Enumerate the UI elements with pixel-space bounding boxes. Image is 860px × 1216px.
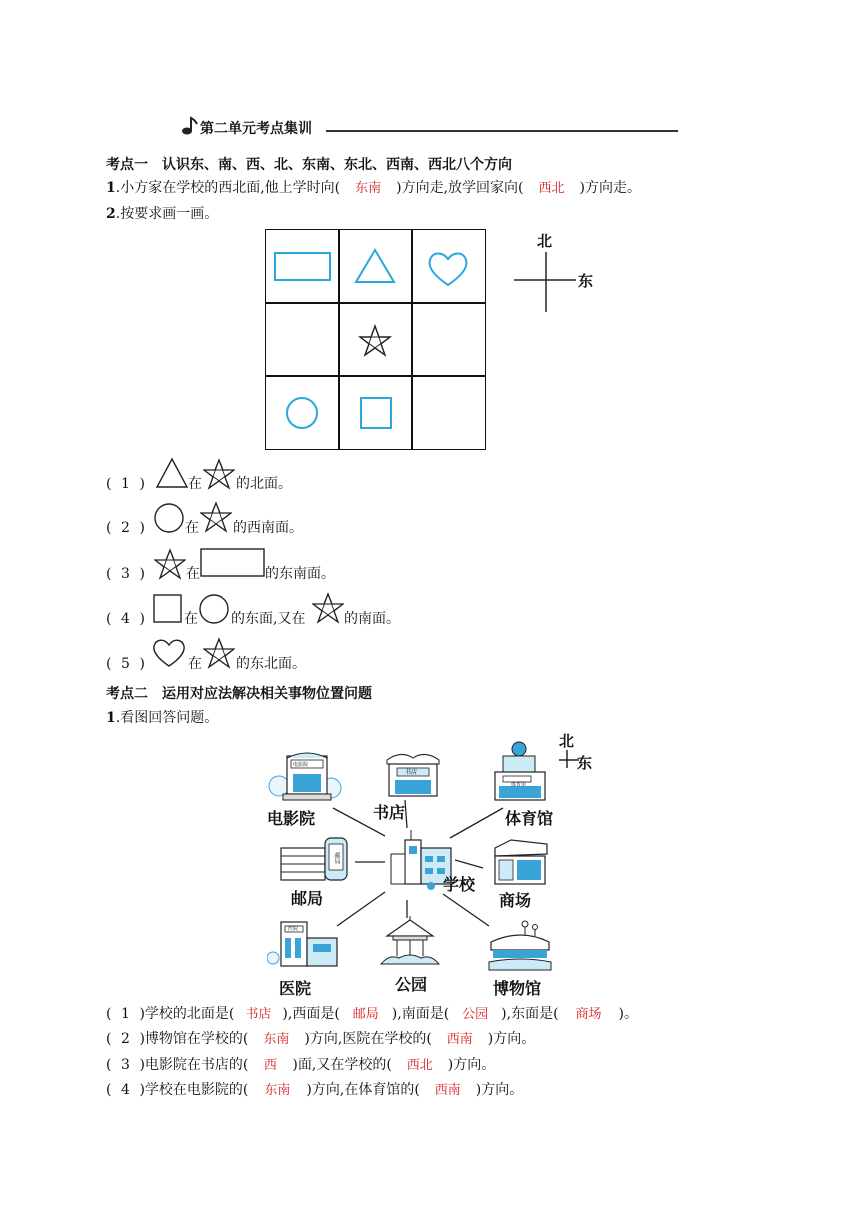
question-text: ),东面是( xyxy=(501,1006,559,1022)
compass-east-label: 东 xyxy=(578,272,594,290)
question-text: )电影院在书店的( xyxy=(139,1057,249,1073)
answer-1: 东南 xyxy=(264,1083,291,1098)
answer-row: ( 4 )学校在电影院的( 东南 )方向,在体育馆的( 西南 )方向。 xyxy=(106,1080,523,1101)
question-1-2 xyxy=(106,204,218,224)
grid-cell xyxy=(265,229,340,304)
item-number: 2 xyxy=(121,1031,130,1047)
item-number: 3 xyxy=(121,1057,130,1073)
grid-cell xyxy=(338,229,413,304)
place-mall-label: 商场 xyxy=(499,891,532,910)
grid-cell xyxy=(411,229,486,304)
item-number: 2 xyxy=(121,520,130,536)
header xyxy=(180,116,680,138)
post-office-sign: 邮局 xyxy=(333,852,340,864)
question-text: )博物馆在学校的( xyxy=(139,1031,249,1047)
triangle-shape-icon xyxy=(339,230,412,303)
grid-cell xyxy=(338,375,413,450)
drawing-item: ( 4 ) xyxy=(106,611,145,627)
section-header-title: 第二单元考点集训 xyxy=(200,121,312,137)
hospital-sign: 医院 xyxy=(288,926,299,932)
question-text: )方向。 xyxy=(487,1031,536,1047)
item-text: 的东北面。 xyxy=(236,656,306,672)
answer-east: 商场 xyxy=(575,1007,602,1022)
star-outline-icon xyxy=(203,637,235,669)
answer-row: ( 2 )博物馆在学校的( 东南 )方向,医院在学校的( 西南 )方向。 xyxy=(106,1029,535,1050)
question-text: .按要求画一画。 xyxy=(115,206,219,222)
item-text: 的南面。 xyxy=(344,611,400,627)
item-text: 在 xyxy=(184,611,198,627)
question-number: 1 xyxy=(106,710,116,726)
answer-2: 西南 xyxy=(446,1032,473,1047)
circle-outline-icon xyxy=(198,593,230,625)
item-number: 1 xyxy=(121,1006,130,1022)
item-text: 的东面,又在 xyxy=(231,611,306,627)
star-outline-icon xyxy=(200,501,232,533)
question-number: 2 xyxy=(106,206,116,222)
question-text: )方向,在体育馆的( xyxy=(306,1082,420,1098)
star-outline-icon xyxy=(154,548,186,580)
compass-east-label: 东 xyxy=(577,754,593,772)
answer-row: ( 1 )学校的北面是( 书店 ),西面是( 邮局 ),南面是( 公园 ),东面是( 商场 )。 xyxy=(106,1004,638,1025)
heart-shape-icon xyxy=(412,230,485,303)
question-text: )面,又在学校的( xyxy=(292,1057,392,1073)
rectangle-outline-icon xyxy=(200,548,266,578)
compass-rose xyxy=(510,230,600,314)
music-note-icon xyxy=(180,116,200,136)
answer-2: 西北 xyxy=(538,181,565,196)
place-gym-label: 体育馆 xyxy=(505,809,554,828)
question-number: 1 xyxy=(106,180,116,196)
question-text: )方向,医院在学校的( xyxy=(304,1031,432,1047)
question-text: )方向。 xyxy=(475,1082,524,1098)
heart-outline-icon xyxy=(151,636,187,668)
rectangle-shape-icon xyxy=(266,230,339,303)
square-shape-icon xyxy=(339,376,412,449)
place-hospital-label: 医院 xyxy=(279,979,312,998)
section-1-title: 考点一 认识东、南、西、北、东南、东北、西南、西北八个方向 xyxy=(106,157,512,173)
hospital-building-icon xyxy=(267,914,347,970)
place-park-label: 公园 xyxy=(395,975,428,994)
grid-cell xyxy=(265,302,340,377)
item-text: 的北面。 xyxy=(236,476,292,492)
question-2-1 xyxy=(106,708,218,728)
answer-1: 东南 xyxy=(263,1032,290,1047)
compass-north-label: 北 xyxy=(537,232,553,250)
question-text: )学校的北面是( xyxy=(139,1006,235,1022)
question-text: )。 xyxy=(618,1006,638,1022)
triangle-outline-icon xyxy=(155,456,189,490)
place-museum-label: 博物馆 xyxy=(493,979,542,998)
item-text: 在 xyxy=(185,520,199,536)
bookstore-sign: 书店 xyxy=(405,769,418,776)
cinema-sign: 电影院 xyxy=(293,762,309,768)
question-text: )方向走。 xyxy=(579,180,641,196)
grid-cell xyxy=(338,302,413,377)
answer-row: ( 3 )电影院在书店的( 西 )面,又在学校的( 西北 )方向。 xyxy=(106,1055,495,1076)
item-number: 3 xyxy=(121,566,130,582)
question-text: )方向走,放学回家向( xyxy=(396,180,524,196)
section-2-title: 考点二 运用对应法解决相关事物位置问题 xyxy=(106,686,372,702)
question-text: ),西面是( xyxy=(282,1006,340,1022)
item-number: 5 xyxy=(121,656,130,672)
park-pavilion-icon xyxy=(379,914,441,968)
star-outline-icon xyxy=(203,458,235,490)
drawing-item: ( 2 ) xyxy=(106,520,145,536)
answer-2: 西南 xyxy=(434,1083,461,1098)
item-number: 4 xyxy=(121,1082,130,1098)
grid-cell xyxy=(265,375,340,450)
grid-cell xyxy=(411,302,486,377)
item-text: 在 xyxy=(188,656,202,672)
header-rule xyxy=(326,130,678,132)
drawing-item: ( 5 ) xyxy=(106,656,145,672)
drawing-item: ( 1 ) xyxy=(106,476,145,492)
compass-north-label: 北 xyxy=(559,732,575,750)
answer-2: 西北 xyxy=(406,1058,433,1073)
grid-cell xyxy=(411,375,486,450)
place-school-label: 学校 xyxy=(443,875,476,894)
answer-1: 西 xyxy=(263,1058,277,1073)
item-number: 4 xyxy=(121,611,130,627)
item-text: 在 xyxy=(188,476,202,492)
circle-outline-icon xyxy=(153,502,185,534)
item-text: 的东南面。 xyxy=(265,566,335,582)
shape-grid xyxy=(265,229,486,450)
star-shape-icon xyxy=(339,303,412,376)
answer-south: 公园 xyxy=(462,1007,489,1022)
place-post-office-label: 邮局 xyxy=(291,889,324,908)
answer-1: 东南 xyxy=(355,181,382,196)
question-text: .小方家在学校的西北面,他上学时向( xyxy=(115,180,341,196)
square-outline-icon xyxy=(153,594,183,624)
answer-north: 书店 xyxy=(245,1007,272,1022)
gym-building-icon xyxy=(489,740,551,806)
place-cinema-label: 电影院 xyxy=(267,809,316,828)
question-text: )方向。 xyxy=(447,1057,496,1073)
place-bookstore-label: 书店 xyxy=(373,803,406,822)
item-text: 在 xyxy=(186,566,200,582)
question-text: ),南面是( xyxy=(391,1006,450,1022)
drawing-item: ( 3 ) xyxy=(106,566,145,582)
item-number: 1 xyxy=(121,476,130,492)
cinema-building-icon xyxy=(267,746,343,808)
map-illustration xyxy=(255,728,615,1000)
answer-west: 邮局 xyxy=(352,1007,379,1022)
museum-building-icon xyxy=(487,920,553,974)
item-text: 的西南面。 xyxy=(233,520,303,536)
mall-building-icon xyxy=(491,838,549,886)
star-outline-icon xyxy=(312,592,344,624)
circle-shape-icon xyxy=(266,376,339,449)
question-text: )学校在电影院的( xyxy=(139,1082,249,1098)
gym-sign: 体育馆 xyxy=(511,782,527,788)
question-text: .看图回答问题。 xyxy=(115,710,219,726)
question-1-1 xyxy=(106,178,641,199)
